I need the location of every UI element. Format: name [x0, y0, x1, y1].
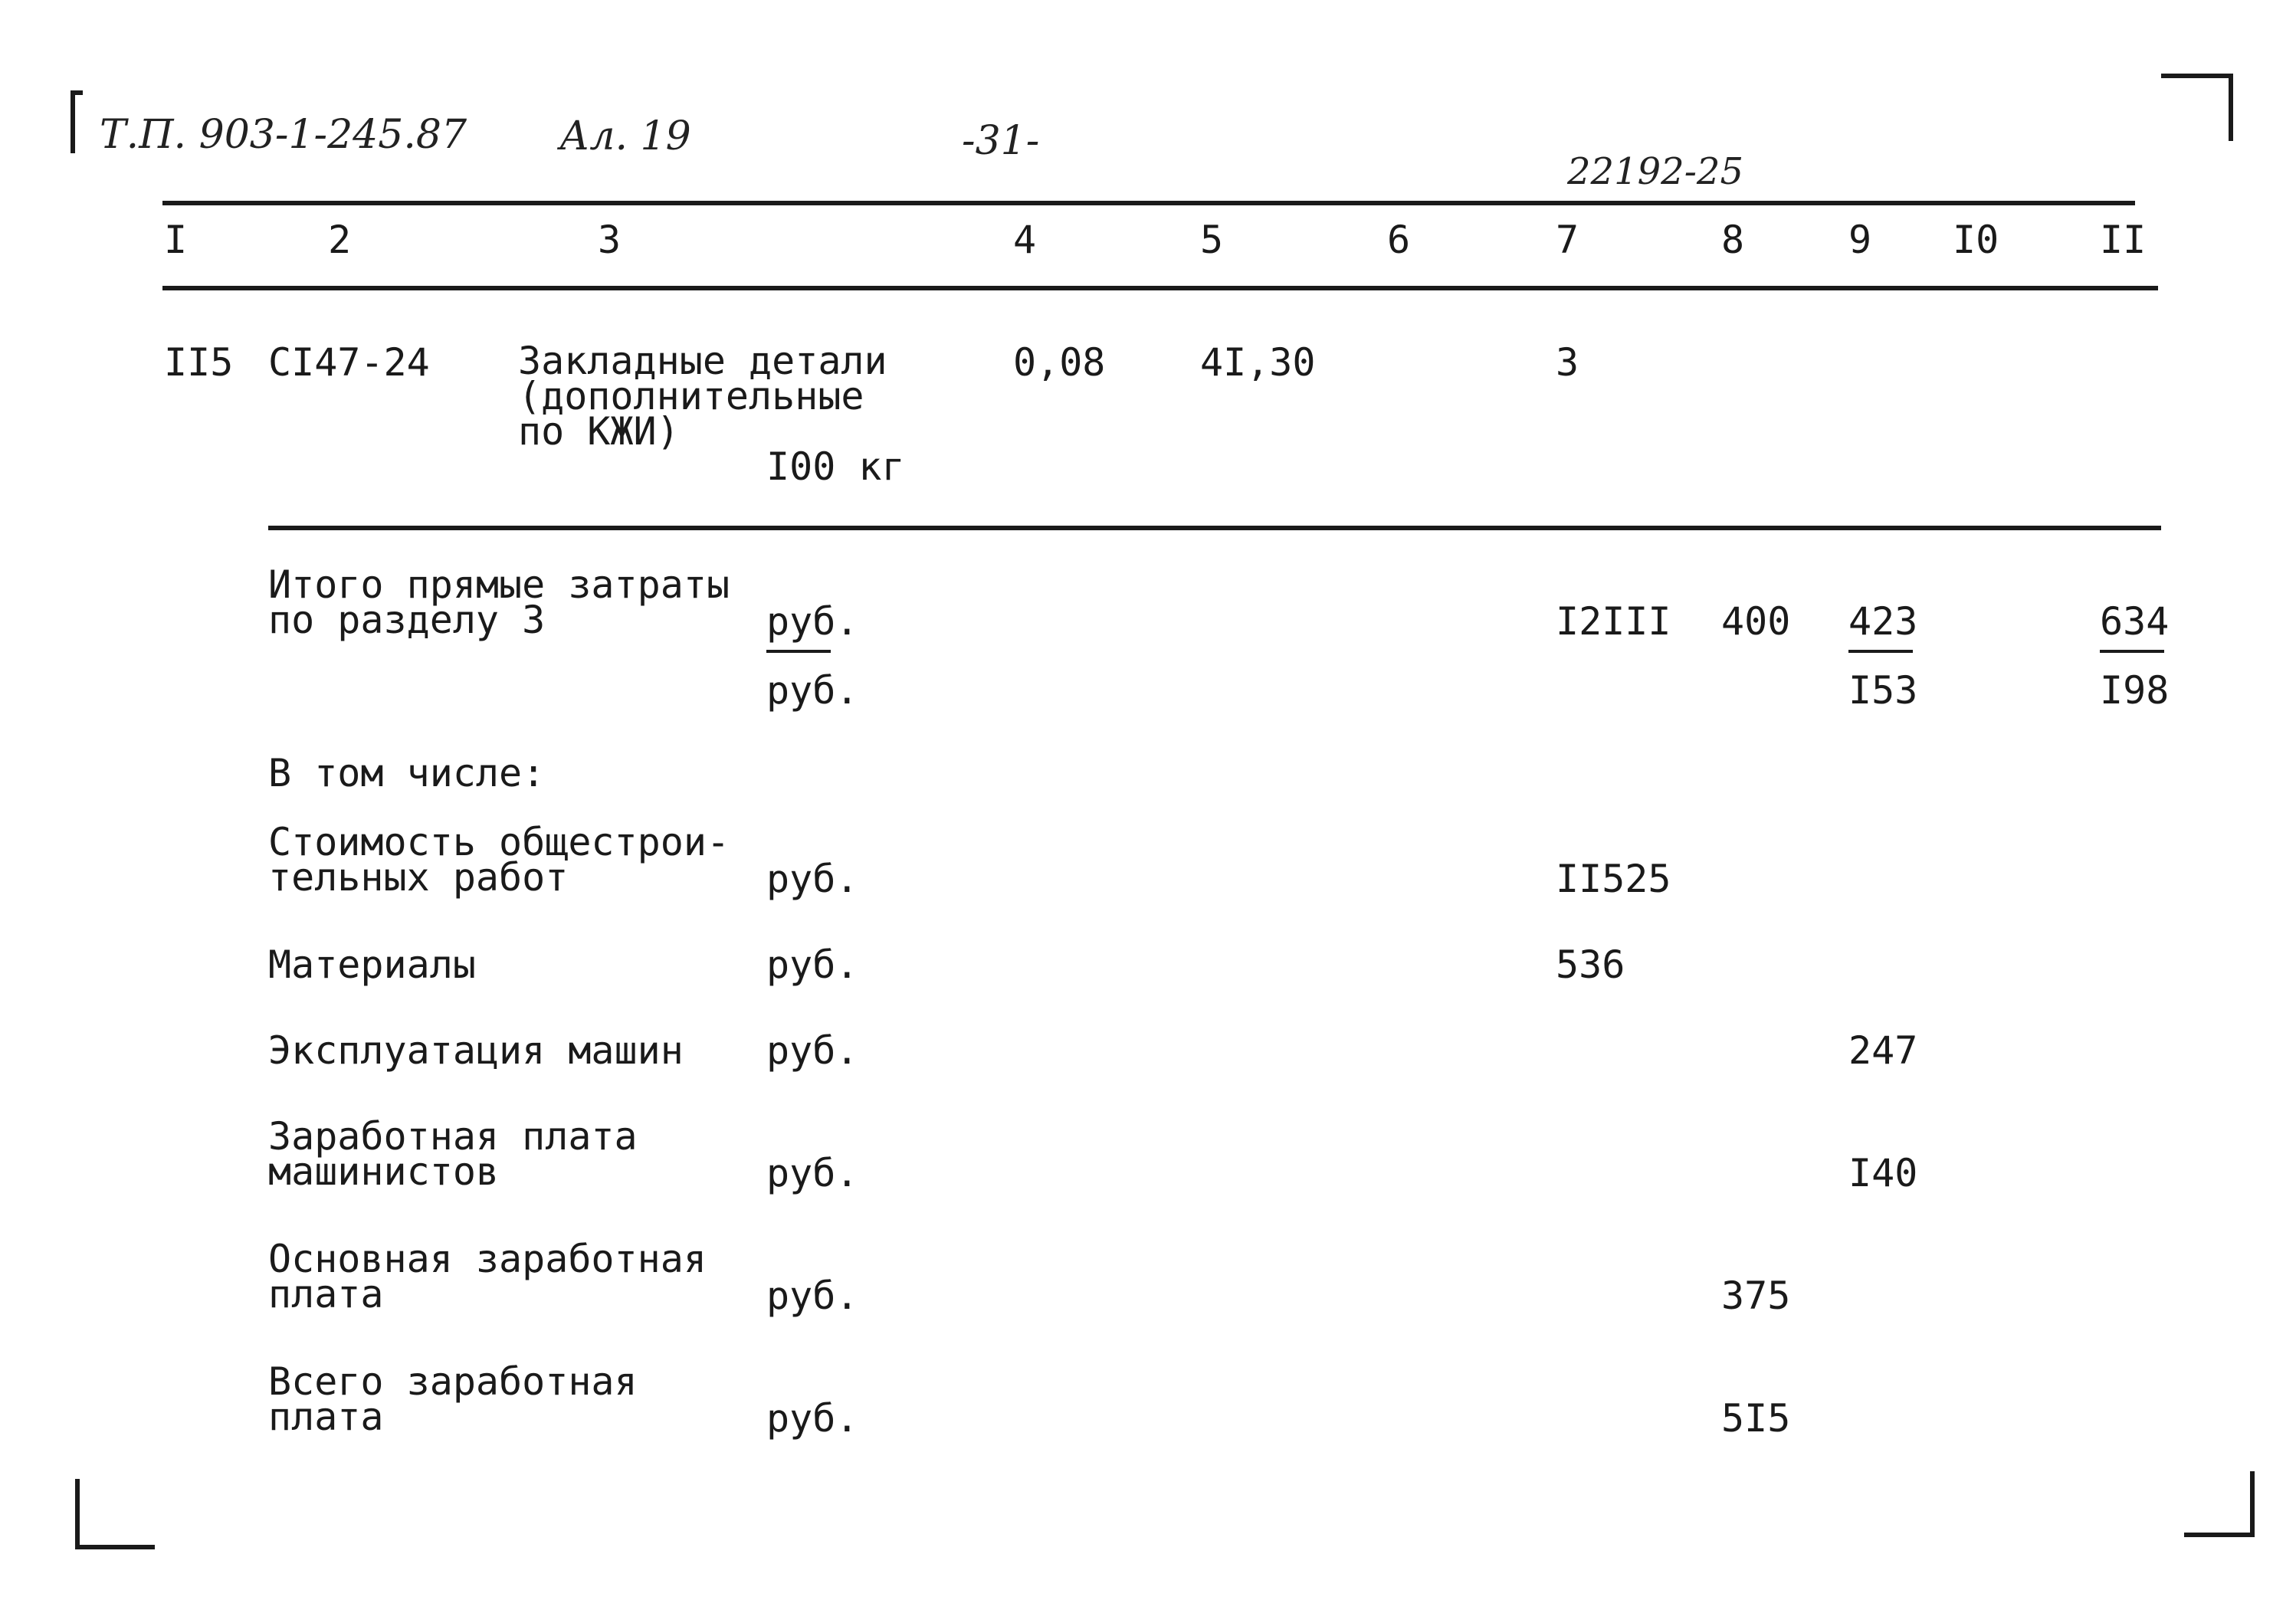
item-unit: I00 кг	[766, 444, 905, 489]
corner-mark-top-right	[2161, 74, 2233, 141]
section-rule	[268, 526, 2161, 530]
totals-col9-value: 423	[1848, 599, 1918, 644]
page-number: -31-	[962, 118, 1040, 164]
totals-unit-divider	[766, 650, 831, 653]
column-header-9: 9	[1848, 218, 1872, 262]
breakdown-unit-total-wages: руб.	[766, 1396, 859, 1441]
totals-col9-divider	[1848, 650, 1913, 653]
column-header-rule	[162, 286, 2158, 290]
breakdown-unit-general-construction: руб.	[766, 857, 859, 901]
breakdown-unit-base-wages: руб.	[766, 1274, 859, 1318]
item-quantity: 0,08	[1013, 340, 1106, 385]
totals-col9-sub-value: I53	[1848, 668, 1918, 713]
breakdown-label-operator-wages: Заработная плата машинистов	[268, 1114, 638, 1194]
column-header-4: 4	[1013, 218, 1037, 262]
breakdown-value-machine-operation: 247	[1848, 1028, 1918, 1073]
totals-unit: руб.	[766, 599, 859, 644]
column-header-8: 8	[1721, 218, 1745, 262]
breakdown-value-materials: 536	[1556, 943, 1625, 987]
breakdown-value-general-construction: II525	[1556, 857, 1671, 901]
corner-mark-top-left	[71, 90, 83, 153]
column-header-3: 3	[598, 218, 622, 262]
column-header-1: I	[164, 218, 188, 262]
document-reference: Т.П. 903-1-245.87	[100, 112, 467, 158]
column-header-11: II	[2100, 218, 2147, 262]
breakdown-label-total-wages: Всего заработная плата	[268, 1359, 638, 1439]
totals-col11-sub-value: I98	[2100, 668, 2170, 713]
document-code: 22192-25	[1567, 150, 1743, 193]
totals-col11-value: 634	[2100, 599, 2170, 644]
item-unit-price: 4I,30	[1200, 340, 1316, 385]
totals-unit-secondary: руб.	[766, 668, 859, 713]
item-number: II5	[164, 340, 234, 385]
table-top-rule	[162, 201, 2135, 205]
breakdown-value-base-wages: 375	[1721, 1274, 1791, 1318]
breakdown-value-operator-wages: I40	[1848, 1151, 1918, 1195]
item-code: CI47-24	[268, 340, 430, 385]
column-header-5: 5	[1200, 218, 1224, 262]
album-number: Ал. 19	[559, 113, 691, 159]
totals-col11-divider	[2100, 650, 2164, 653]
corner-mark-bottom-left	[75, 1479, 155, 1549]
including-label: В том числе:	[268, 751, 546, 795]
breakdown-label-machine-operation: Эксплуатация машин	[268, 1028, 684, 1073]
totals-col7-value: I2III	[1556, 599, 1671, 644]
breakdown-label-base-wages: Основная заработная плата	[268, 1237, 707, 1316]
breakdown-label-general-construction: Стоимость общестрои- тельных работ	[268, 820, 730, 900]
breakdown-unit-materials: руб.	[766, 943, 859, 987]
corner-mark-bottom-right	[2184, 1471, 2255, 1537]
totals-label: Итого прямые затраты по разделу 3	[268, 562, 730, 642]
breakdown-unit-machine-operation: руб.	[766, 1028, 859, 1073]
item-name: Закладные детали (дополнительные по КЖИ)	[518, 339, 887, 454]
item-col7-value: 3	[1556, 340, 1579, 385]
totals-col8-value: 400	[1721, 599, 1791, 644]
column-header-7: 7	[1556, 218, 1579, 262]
breakdown-unit-operator-wages: руб.	[766, 1151, 859, 1195]
column-header-2: 2	[328, 218, 352, 262]
column-header-6: 6	[1387, 218, 1411, 262]
breakdown-value-total-wages: 5I5	[1721, 1396, 1791, 1441]
breakdown-label-materials: Материалы	[268, 943, 476, 987]
column-header-10: I0	[1953, 218, 1999, 262]
